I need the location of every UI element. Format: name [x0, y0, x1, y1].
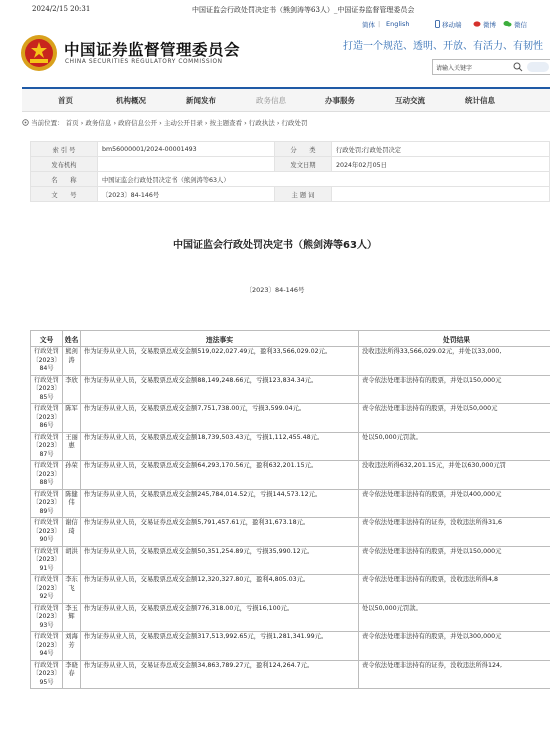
header-violation: 违法事实 — [81, 331, 359, 347]
cell-name: 胡洪 — [63, 546, 81, 575]
cell-name: 李欣 — [63, 375, 81, 404]
publisher-label: 发布机构 — [31, 157, 98, 172]
cell-violation: 作为证券从业人员，交易股票总成交金额64,293,170.56元，盈利632,201.15元。 — [81, 461, 359, 490]
cell-penalty: 没收违法所得632,201.15元，并处以630,000元罚 — [359, 461, 550, 490]
table-row — [31, 489, 550, 518]
index-label: 索 引 号 — [31, 142, 98, 157]
title-value: 中国证监会行政处罚决定书（熊剑涛等63人） — [98, 172, 550, 187]
nav-item-news[interactable]: 新闻发布 — [186, 96, 216, 105]
keywords-value — [332, 187, 550, 202]
site-name-en: CHINA SECURITIES REGULATORY COMMISSION — [65, 59, 223, 65]
document-title: 中国证监会行政处罚决定书（熊剑涛等63人） — [173, 240, 377, 251]
wechat-link[interactable]: 微信 — [514, 21, 527, 29]
print-title: 中国证监会行政处罚决定书（熊剑涛等63人）_中国证券监督管理委员会 — [192, 6, 415, 14]
cell-name: 陈健伟 — [63, 489, 81, 518]
simplified-link[interactable]: 简体 — [362, 21, 375, 29]
cell-penalty: 处以50,000元罚款。 — [359, 603, 550, 632]
cell-violation: 作为证券从业人员，交易股票总成交金额18,739,503.43元，亏损1,112,455.48元。 — [81, 432, 359, 461]
cell-penalty: 责令依法处理非法持有的股票，并处以300,000元 — [359, 632, 550, 661]
nav-item-gov-info[interactable]: 政务信息 — [256, 96, 286, 105]
cell-violation: 作为证券从业人员，交易股票总成交金额245,784,014.52元，亏损144,573.12元。 — [81, 489, 359, 518]
breadcrumb-text[interactable]: 当前位置： 首页 › 政务信息 › 政府信息公开 › 主动公开目录 › 按主题查看 › 行政执法 › 行政处罚 — [31, 119, 308, 127]
cell-name: 孙荣 — [63, 461, 81, 490]
cell-penalty: 没收违法所得33,566,029.02元，并处以33,000, — [359, 347, 550, 376]
cell-doc-number: 行政处罚〔2023〕94号 — [31, 632, 63, 661]
cell-name: 刘海芳 — [63, 632, 81, 661]
document-meta-table — [30, 141, 550, 202]
table-row — [31, 461, 550, 490]
wechat-icon — [503, 20, 512, 29]
site-name-cn: 中国证券监督管理委员会 — [64, 41, 241, 59]
english-link[interactable]: English — [386, 20, 410, 28]
index-value: bm56000001/2024-00001493 — [98, 142, 275, 157]
search-box[interactable] — [432, 59, 550, 75]
cell-name: 李玉辉 — [63, 603, 81, 632]
cell-penalty: 责令依法处理非法持有的证券，没收违法所得124, — [359, 660, 550, 689]
category-value: 行政处罚;行政处罚决定 — [332, 142, 550, 157]
cell-doc-number: 行政处罚〔2023〕86号 — [31, 404, 63, 433]
title-label: 名 称 — [31, 172, 98, 187]
table-row — [31, 347, 550, 376]
cell-penalty: 责令依法处理非法持有的股票，并处以150,000元 — [359, 546, 550, 575]
cell-violation: 作为证券从业人员，交易股票总成交金额12,320,327.80元，盈利4,805.03元。 — [81, 575, 359, 604]
publisher-value — [98, 157, 275, 172]
cell-doc-number: 行政处罚〔2023〕87号 — [31, 432, 63, 461]
cell-doc-number: 行政处罚〔2023〕93号 — [31, 603, 63, 632]
weibo-link[interactable]: 微博 — [483, 21, 496, 29]
header-name: 姓名 — [63, 331, 81, 347]
cell-name: 谢信琦 — [63, 518, 81, 547]
cell-name: 李晓春 — [63, 660, 81, 689]
table-header-row — [31, 331, 550, 347]
document-number: 〔2023〕84-146号 — [245, 286, 305, 294]
table-row — [31, 546, 550, 575]
cell-penalty: 处以50,000元罚款。 — [359, 432, 550, 461]
nav-item-interaction[interactable]: 互动交流 — [395, 96, 425, 105]
cell-doc-number: 行政处罚〔2023〕92号 — [31, 575, 63, 604]
doc-number-value: 〔2023〕84-146号 — [98, 187, 275, 202]
category-label: 分 类 — [275, 142, 332, 157]
table-row — [31, 518, 550, 547]
nav-item-home[interactable]: 首页 — [58, 96, 73, 105]
cell-violation: 作为证券从业人员，交易证券总成交金额34,863,789.27元，盈利124,264.7元。 — [81, 660, 359, 689]
doc-number-label: 文 号 — [31, 187, 98, 202]
advanced-search-button[interactable] — [527, 62, 549, 72]
keywords-label: 主 题 词 — [275, 187, 332, 202]
weibo-icon — [473, 20, 481, 29]
cell-penalty: 责令依法处理非法持有的股票，并处以150,000元 — [359, 375, 550, 404]
cell-name: 陈军 — [63, 404, 81, 433]
cell-violation: 作为证券从业人员，交易股票总成交金额317,513,992.65元，亏损1,281,341.99元。 — [81, 632, 359, 661]
cell-penalty: 责令依法处理非法持有的股票，并处以400,000元 — [359, 489, 550, 518]
cell-penalty: 责令依法处理非法持有的证券，没收违法所得31,6 — [359, 518, 550, 547]
national-emblem-logo — [20, 34, 58, 72]
header-doc-number: 文号 — [31, 331, 63, 347]
cell-doc-number: 行政处罚〔2023〕90号 — [31, 518, 63, 547]
cell-violation: 作为证券从业人员，交易股票总成交金额7,751,738.00元，亏损3,599.04元。 — [81, 404, 359, 433]
table-row — [31, 432, 550, 461]
cell-doc-number: 行政处罚〔2023〕89号 — [31, 489, 63, 518]
table-row — [31, 575, 550, 604]
site-slogan: 打造一个规范、透明、开放、有活力、有韧性 — [343, 41, 543, 52]
cell-doc-number: 行政处罚〔2023〕85号 — [31, 375, 63, 404]
header-penalty: 处罚结果 — [359, 331, 550, 347]
mobile-link[interactable]: 移动端 — [442, 21, 462, 29]
table-row — [31, 375, 550, 404]
print-header — [0, 0, 550, 18]
cell-violation: 作为证券从业人员，交易股票总成交金额88,149,248.66元，亏损123,834.34元。 — [81, 375, 359, 404]
nav-item-statistics[interactable]: 统计信息 — [465, 96, 495, 105]
cell-doc-number: 行政处罚〔2023〕88号 — [31, 461, 63, 490]
table-row — [31, 404, 550, 433]
cell-name: 熊剑涛 — [63, 347, 81, 376]
main-nav — [22, 87, 550, 112]
top-utility-bar — [0, 18, 550, 32]
nav-item-about[interactable]: 机构概况 — [116, 96, 146, 105]
divider: | — [378, 20, 381, 28]
cell-name: 王丽惠 — [63, 432, 81, 461]
cell-penalty: 责令依法处理非法持有的股票，没收违法所得4,8 — [359, 575, 550, 604]
cell-doc-number: 行政处罚〔2023〕91号 — [31, 546, 63, 575]
mobile-icon — [435, 20, 440, 30]
table-row — [31, 632, 550, 661]
cell-doc-number: 行政处罚〔2023〕84号 — [31, 347, 63, 376]
nav-item-services[interactable]: 办事服务 — [325, 96, 355, 105]
penalty-table — [30, 330, 550, 689]
cell-name: 李东飞 — [63, 575, 81, 604]
date-value: 2024年02月05日 — [332, 157, 550, 172]
cell-penalty: 责令依法处理非法持有的股票，并处以50,000元 — [359, 404, 550, 433]
table-row — [31, 660, 550, 689]
cell-violation: 作为证券从业人员，交易股票总成交金额776,318.00元，亏损16,100元。 — [81, 603, 359, 632]
table-row — [31, 603, 550, 632]
cell-violation: 作为证券从业人员，交易股票总成交金额519,022,027.49元，盈利33,566,029.02元。 — [81, 347, 359, 376]
print-date: 2024/2/15 20:31 — [32, 5, 91, 13]
breadcrumb — [22, 118, 308, 127]
location-icon — [22, 119, 29, 126]
cell-violation: 作为证券从业人员，交易股票总成交金额50,351,254.89元，亏损35,990.12元。 — [81, 546, 359, 575]
search-input[interactable]: 请输入关键字 — [436, 65, 473, 72]
date-label: 发文日期 — [275, 157, 332, 172]
cell-violation: 作为证券从业人员，交易证券总成交金额5,791,457.61元，盈利31,673.18元。 — [81, 518, 359, 547]
cell-doc-number: 行政处罚〔2023〕95号 — [31, 660, 63, 689]
search-icon[interactable] — [513, 62, 523, 72]
